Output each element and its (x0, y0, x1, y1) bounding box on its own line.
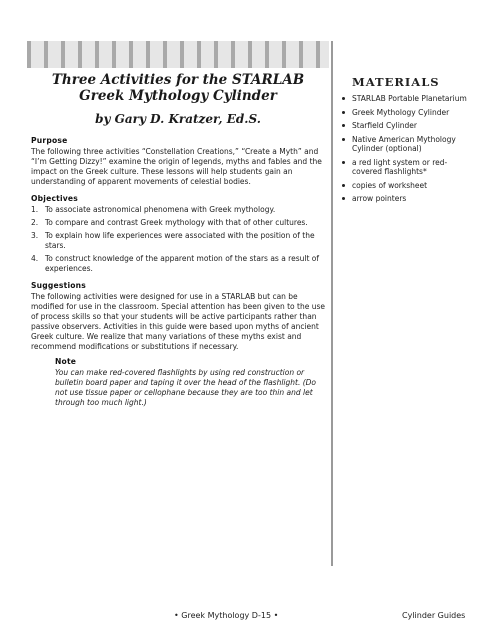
page-title (27, 72, 329, 104)
objective-item: 1. To associate astronomical phenomena with Greek mythology. (31, 205, 276, 214)
column-divider (331, 41, 333, 566)
title-line-1: Three Activities for the STARLAB (51, 72, 305, 88)
objective-item: 3. To explain how life experiences were associated with the position of the stars. (31, 231, 315, 250)
note-heading: Note (55, 357, 77, 366)
main-column (31, 136, 327, 408)
objective-item: 2. To compare and contrast Greek mythology with that of other cultures. (31, 218, 308, 227)
header-stripe-decoration (27, 41, 329, 68)
materials-item: Native American Mythology Cylinder (optional) (338, 135, 468, 154)
purpose-text: The following three activities “Constellation Creations,” “Create a Myth” and “I’m Getting Dizzy!” examine the origin of legends, myths and fables and the impact on the Greek culture. These lessons will help students gain an understanding of apparent movements of celestial bodies. (31, 147, 322, 186)
objectives-heading: Objectives (31, 194, 78, 203)
materials-item: Greek Mythology Cylinder (338, 108, 468, 118)
note-box (55, 357, 327, 408)
title-line-2: Greek Mythology Cylinder (79, 88, 277, 104)
purpose-heading: Purpose (31, 136, 68, 145)
footer-page-label: • Greek Mythology D-15 • (174, 611, 279, 620)
materials-item: arrow pointers (338, 194, 468, 204)
suggestions-text: The following activities were designed for use in a STARLAB but can be modified for use in the classroom. Special attention has been given to the use of process skills so that your students will be active participants rather than passive observers. Activities in this guide were based upon myths of ancient Greek culture. We realize that many variations of these myths exist and recommend modifications or substitutions if necessary. (31, 292, 325, 351)
materials-item: STARLAB Portable Planetarium (338, 94, 468, 104)
objective-item: 4. To construct knowledge of the apparent motion of the stars as a result of experiences. (31, 254, 320, 273)
note-text: You can make red-covered flashlights by using red construction or bulletin board paper and taping it over the head of the flashlight. (Do not use tissue paper or cellophane because they are too thin and let through too much light.) (55, 368, 317, 407)
materials-heading: MATERIALS (352, 75, 440, 89)
materials-list (338, 94, 468, 204)
materials-item: Starfield Cylinder (338, 121, 468, 131)
suggestions-heading: Suggestions (31, 281, 86, 290)
materials-sidebar (338, 75, 468, 208)
objectives-list (31, 205, 327, 274)
author-byline: by Gary D. Kratzer, Ed.S. (95, 112, 261, 126)
footer-guide-label: Cylinder Guides (402, 611, 466, 620)
materials-item: copies of worksheet (338, 181, 468, 191)
materials-item: a red light system or red-covered flashlights* (338, 158, 468, 177)
